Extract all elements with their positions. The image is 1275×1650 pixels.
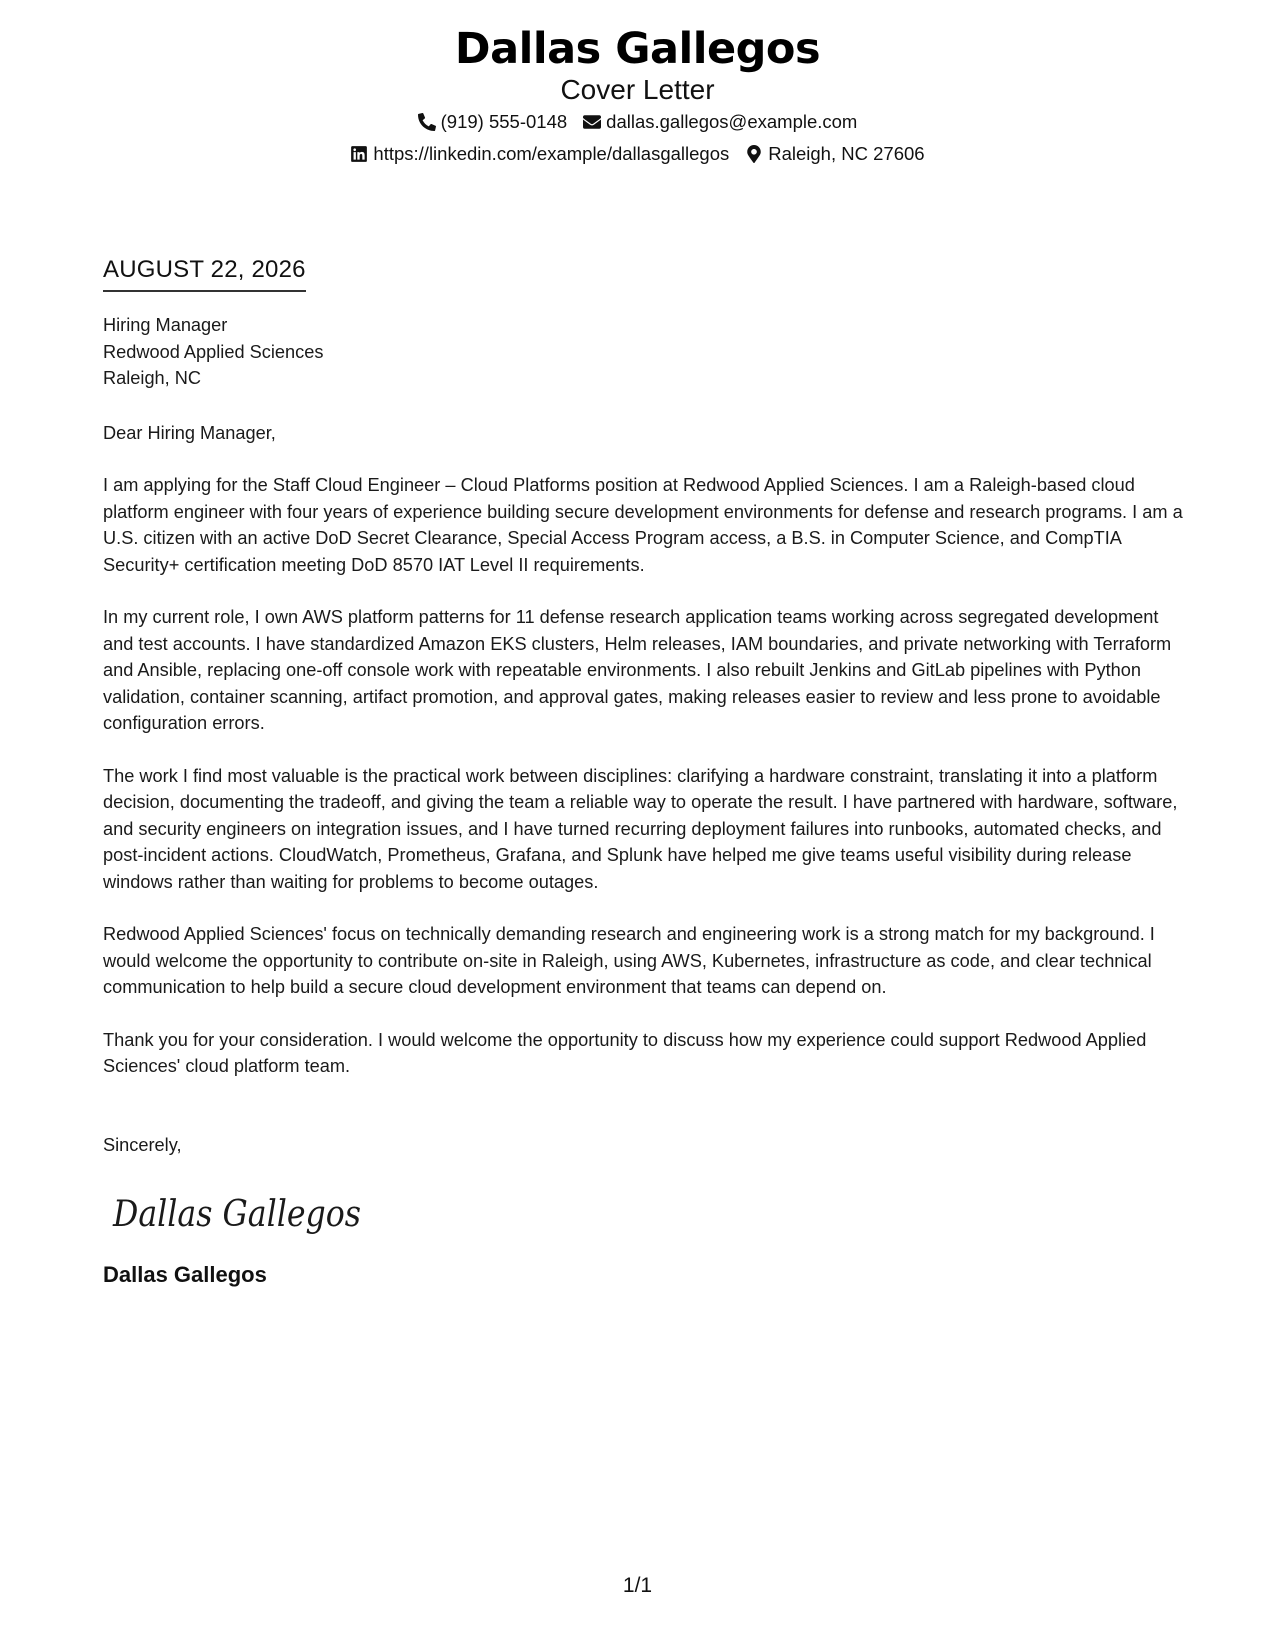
paragraph-5: Thank you for your consideration. I would welcome the opportunity to discuss how my experience could support Redwood Applied Sciences' cloud platform team. bbox=[103, 1029, 1147, 1076]
phone-number: (919) 555-0148 bbox=[440, 111, 568, 132]
linkedin-icon bbox=[350, 145, 368, 163]
signed-name: Dallas Gallegos bbox=[103, 1262, 267, 1287]
paragraph-1: I am applying for the Staff Cloud Engineer – Cloud Platforms position at Redwood Applied Sciences. I am a Raleigh-based cloud platform engineer with four years of experience building secure development environments for defense and research programs. I am a U.S. citizen with an active DoD Secret Clearance, Special Access Program access, a B.S. in Computer Science, and CompTIA Security+ certification meeting DoD 8570 IAT Level II requirements. bbox=[103, 475, 1183, 575]
signature bbox=[111, 1184, 1183, 1244]
contact-linkedin[interactable] bbox=[350, 138, 729, 170]
page-number: 1/1 bbox=[622, 1574, 653, 1597]
letter-header bbox=[0, 22, 1275, 170]
paragraph-4: Redwood Applied Sciences' focus on technically demanding research and engineering work is a strong match for my background. I would welcome the opportunity to contribute on-site in Raleigh, using AWS, Kubernetes, infrastructure as code, and clear technical communication to help build a secure cloud development environment that teams can depend on. bbox=[103, 924, 1155, 997]
contact-row-primary bbox=[0, 106, 1275, 138]
recipient-block bbox=[103, 312, 1183, 392]
recipient-title: Hiring Manager bbox=[103, 315, 228, 335]
linkedin-url[interactable]: https://linkedin.com/example/dallasgallegos bbox=[373, 143, 730, 164]
email-address[interactable]: dallas.gallegos@example.com bbox=[606, 111, 858, 132]
location-text: Raleigh, NC 27606 bbox=[768, 143, 925, 164]
letter-body bbox=[103, 254, 1183, 1289]
signature-text: Dallas Gallegos bbox=[112, 1194, 362, 1235]
recipient-city: Raleigh, NC bbox=[103, 368, 202, 388]
envelope-icon bbox=[583, 113, 601, 131]
letter-date: AUGUST 22, 2026 bbox=[103, 254, 306, 292]
map-pin-icon bbox=[745, 145, 763, 163]
salutation: Dear Hiring Manager, bbox=[103, 422, 276, 443]
recipient-company: Redwood Applied Sciences bbox=[103, 341, 324, 362]
signature-image bbox=[111, 1184, 371, 1244]
applicant-name: Dallas Gallegos bbox=[454, 24, 821, 74]
closing: Sincerely, bbox=[103, 1134, 182, 1155]
contact-location bbox=[745, 138, 924, 170]
phone-icon bbox=[418, 113, 436, 131]
contact-email[interactable] bbox=[583, 106, 857, 138]
document-subtitle: Cover Letter bbox=[560, 74, 715, 105]
paragraph-3: The work I find most valuable is the practical work between disciplines: clarifying a hardware constraint, translating it into a platform decision, documenting the tradeoff, and giving the team a reliable way to operate the result. I have partnered with hardware, software, and security engineers on integration issues, and I have turned recurring deployment failures into runbooks, automated checks, and post-incident actions. CloudWatch, Prometheus, Grafana, and Splunk have helped me give teams useful visibility during release windows rather than waiting for problems to become outages. bbox=[103, 765, 1178, 892]
contact-row-secondary bbox=[0, 138, 1275, 170]
paragraph-2: In my current role, I own AWS platform patterns for 11 defense research application teams working across segregated development and test accounts. I have standardized Amazon EKS clusters, Helm releases, IAM boundaries, and private networking with Terraform and Ansible, replacing one-off console work with repeatable environments. I also rebuilt Jenkins and GitLab pipelines with Python validation, container scanning, artifact promotion, and approval gates, making releases easier to review and less prone to avoidable configuration errors. bbox=[103, 607, 1172, 733]
contact-phone bbox=[418, 106, 568, 138]
